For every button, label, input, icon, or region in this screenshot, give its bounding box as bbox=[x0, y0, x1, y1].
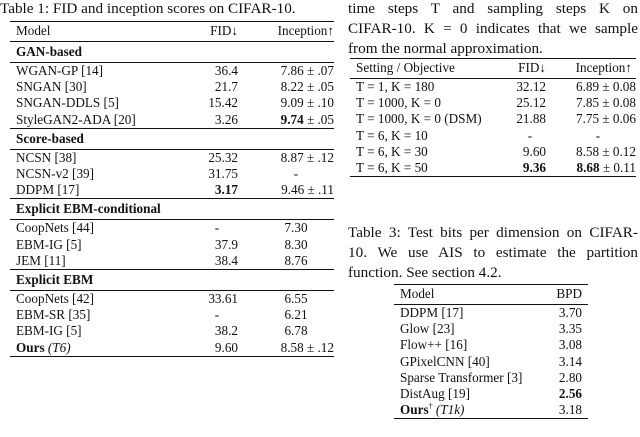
col-header-model: Model bbox=[10, 22, 182, 42]
bpd-cell: 3.14 bbox=[558, 353, 582, 369]
table-row bbox=[10, 182, 334, 199]
setting-cell: T = 6, K = 30 bbox=[356, 143, 428, 159]
table1 bbox=[10, 21, 334, 357]
inception-cell: 7.75 ± 0.06 bbox=[576, 111, 636, 127]
inception-cell: 8.58 ± .12 bbox=[238, 340, 334, 357]
table-row bbox=[10, 112, 334, 129]
model-cell: Sparse Transformer [3] bbox=[400, 369, 523, 385]
table-row bbox=[10, 63, 334, 80]
model-cell: NCSN-v2 [39] bbox=[16, 166, 95, 182]
std-value: ± 0.11 bbox=[599, 160, 636, 176]
table-row bbox=[10, 149, 334, 166]
inception-cell bbox=[238, 112, 334, 129]
fid-cell: 21.88 bbox=[516, 111, 546, 127]
group-title-ebm-conditional: Explicit EBM-conditional bbox=[10, 199, 334, 220]
group-header bbox=[10, 42, 334, 63]
setting-cell: T = 6, K = 10 bbox=[356, 127, 428, 143]
group-header bbox=[10, 270, 334, 291]
table-row bbox=[10, 291, 334, 308]
table1-caption: Table 1: FID and inception scores on CIFAR-10. bbox=[0, 0, 296, 17]
model-cell bbox=[10, 340, 182, 357]
table-row bbox=[350, 79, 636, 96]
model-cell: NCSN [38] bbox=[10, 149, 182, 166]
ours-tag: (T1k) bbox=[435, 402, 465, 418]
table-row bbox=[350, 128, 636, 144]
ours-label: Ours bbox=[16, 339, 45, 355]
inception-cell: - bbox=[595, 127, 601, 143]
fid-cell: 15.42 bbox=[208, 95, 238, 111]
table-row bbox=[350, 111, 636, 127]
bpd-cell: 2.80 bbox=[558, 369, 582, 385]
table3-header-row bbox=[394, 285, 588, 305]
col-header-fid: FID↓ bbox=[182, 22, 238, 42]
inception-cell: - bbox=[293, 166, 299, 182]
table-row bbox=[394, 321, 588, 337]
inception-cell bbox=[546, 160, 636, 177]
group-title-gan: GAN-based bbox=[10, 42, 334, 63]
fid-cell: 33.61 bbox=[182, 291, 238, 308]
model-cell: EBM-IG [5] bbox=[16, 323, 82, 339]
setting-cell: T = 1000, K = 0 bbox=[356, 95, 441, 111]
inception-cell: 8.87 ± .12 bbox=[238, 149, 334, 166]
inception-cell: 8.76 bbox=[284, 252, 308, 268]
table1-header-row bbox=[10, 22, 334, 42]
table-row bbox=[350, 144, 636, 160]
setting-cell: T = 1000, K = 0 (DSM) bbox=[356, 111, 482, 127]
ours-label: Ours bbox=[400, 402, 429, 418]
col-header-bpd: BPD bbox=[540, 285, 588, 305]
fid-cell: 21.7 bbox=[214, 79, 238, 95]
fid-cell: - bbox=[527, 127, 533, 143]
table-row bbox=[10, 237, 334, 253]
setting-cell: T = 6, K = 50 bbox=[350, 160, 500, 177]
inception-cell: 6.21 bbox=[284, 307, 308, 323]
inception-cell: 7.30 bbox=[238, 220, 334, 237]
ours-row bbox=[10, 340, 334, 357]
table-row bbox=[394, 354, 588, 370]
inception-cell: 8.22 ± .05 bbox=[280, 79, 334, 95]
fid-cell: 38.4 bbox=[214, 252, 238, 268]
model-cell: WGAN-GP [14] bbox=[10, 63, 182, 80]
bpd-cell: 3.70 bbox=[540, 305, 588, 322]
fid-cell: 9.60 bbox=[182, 340, 238, 357]
table-row bbox=[394, 370, 588, 386]
bpd-cell: 3.35 bbox=[558, 321, 582, 337]
caption-line: time steps T and sampling steps K on bbox=[348, 0, 638, 17]
table2 bbox=[350, 58, 636, 177]
table-row bbox=[10, 253, 334, 270]
model-cell: GPixelCNN [40] bbox=[400, 353, 490, 369]
fid-cell: - bbox=[214, 307, 220, 323]
fid-cell: 9.36 bbox=[500, 160, 546, 177]
col-header-setting: Setting / Objective bbox=[350, 59, 500, 79]
table-row bbox=[10, 95, 334, 111]
fid-cell: 3.26 bbox=[214, 111, 238, 127]
model-cell: CoopNets [42] bbox=[10, 291, 182, 308]
fid-cell: 9.60 bbox=[522, 143, 546, 159]
model-cell: DDPM [17] bbox=[16, 182, 80, 198]
model-cell: EBM-IG [5] bbox=[16, 236, 82, 252]
fid-cell: 31.75 bbox=[208, 166, 238, 182]
fid-cell: 37.9 bbox=[214, 236, 238, 252]
fid-cell: 25.12 bbox=[516, 95, 546, 111]
table-row bbox=[10, 166, 334, 182]
inception-cell: 7.85 ± 0.08 bbox=[576, 95, 636, 111]
table-row bbox=[350, 95, 636, 111]
table-row bbox=[10, 220, 334, 237]
col-header-model: Model bbox=[394, 285, 540, 305]
bpd-cell: 3.08 bbox=[558, 337, 582, 353]
ours-row bbox=[394, 402, 588, 419]
model-cell: Glow [23] bbox=[400, 321, 455, 337]
group-header bbox=[10, 199, 334, 220]
table3 bbox=[394, 284, 588, 419]
best-value: 9.74 bbox=[280, 111, 304, 127]
model-cell: DDPM [17] bbox=[394, 305, 540, 322]
model-cell: EBM-SR [35] bbox=[16, 307, 91, 323]
fid-cell: 36.4 bbox=[182, 63, 238, 80]
bpd-cell: 2.56 bbox=[558, 386, 582, 402]
fid-cell: - bbox=[182, 220, 238, 237]
fid-cell: 32.12 bbox=[500, 79, 546, 96]
caption-line: CIFAR-10. K = 0 indicates that we sample bbox=[348, 20, 638, 37]
inception-cell: 8.58 ± 0.12 bbox=[576, 143, 636, 159]
model-cell: CoopNets [44] bbox=[10, 220, 182, 237]
col-header-inception: Inception↑ bbox=[546, 59, 636, 79]
table-row bbox=[394, 305, 588, 322]
table-row bbox=[350, 160, 636, 177]
caption-line: 10. We use AIS to estimate the partition bbox=[348, 244, 638, 261]
std-value: ± .05 bbox=[303, 111, 334, 127]
inception-cell: 6.55 bbox=[238, 291, 334, 308]
inception-cell: 6.89 ± 0.08 bbox=[546, 79, 636, 96]
bpd-cell: 3.18 bbox=[540, 402, 588, 419]
table-row bbox=[394, 337, 588, 353]
best-value: 8.68 bbox=[576, 160, 600, 176]
table3-caption bbox=[348, 223, 638, 283]
group-title-ebm: Explicit EBM bbox=[10, 270, 334, 291]
model-cell: SNGAN [30] bbox=[16, 79, 87, 95]
model-cell bbox=[394, 402, 540, 419]
table-row bbox=[10, 79, 334, 95]
model-cell: Flow++ [16] bbox=[400, 337, 468, 353]
ours-tag: (T6) bbox=[47, 339, 71, 355]
model-cell: StyleGAN2-ADA [20] bbox=[16, 111, 136, 127]
fid-cell: 25.32 bbox=[182, 149, 238, 166]
group-title-score: Score-based bbox=[10, 128, 334, 149]
dagger-mark: † bbox=[428, 401, 433, 411]
col-header-inception: Inception↑ bbox=[238, 22, 334, 42]
table2-header-row bbox=[350, 59, 636, 79]
table-row bbox=[10, 307, 334, 323]
caption-line: function. See section 4.2. bbox=[348, 264, 502, 281]
model-cell: JEM [11] bbox=[16, 252, 66, 268]
caption-line: from the normal approximation. bbox=[348, 40, 543, 57]
table2-caption bbox=[348, 0, 638, 59]
table-row bbox=[10, 323, 334, 339]
inception-cell: 6.78 bbox=[284, 323, 308, 339]
fid-cell: 38.2 bbox=[214, 323, 238, 339]
group-header bbox=[10, 128, 334, 149]
inception-cell: 9.09 ± .10 bbox=[280, 95, 334, 111]
table-row bbox=[394, 386, 588, 402]
inception-cell: 9.46 ± .11 bbox=[281, 182, 334, 198]
col-header-fid: FID↓ bbox=[500, 59, 546, 79]
model-cell: SNGAN-DDLS [5] bbox=[16, 95, 119, 111]
model-cell: DistAug [19] bbox=[400, 386, 470, 402]
caption-line: Table 3: Test bits per dimension on CIFAR- bbox=[348, 224, 638, 241]
fid-cell: 3.17 bbox=[214, 182, 238, 198]
inception-cell: 8.30 bbox=[284, 236, 308, 252]
setting-cell: T = 1, K = 180 bbox=[350, 79, 500, 96]
inception-cell: 7.86 ± .07 bbox=[238, 63, 334, 80]
